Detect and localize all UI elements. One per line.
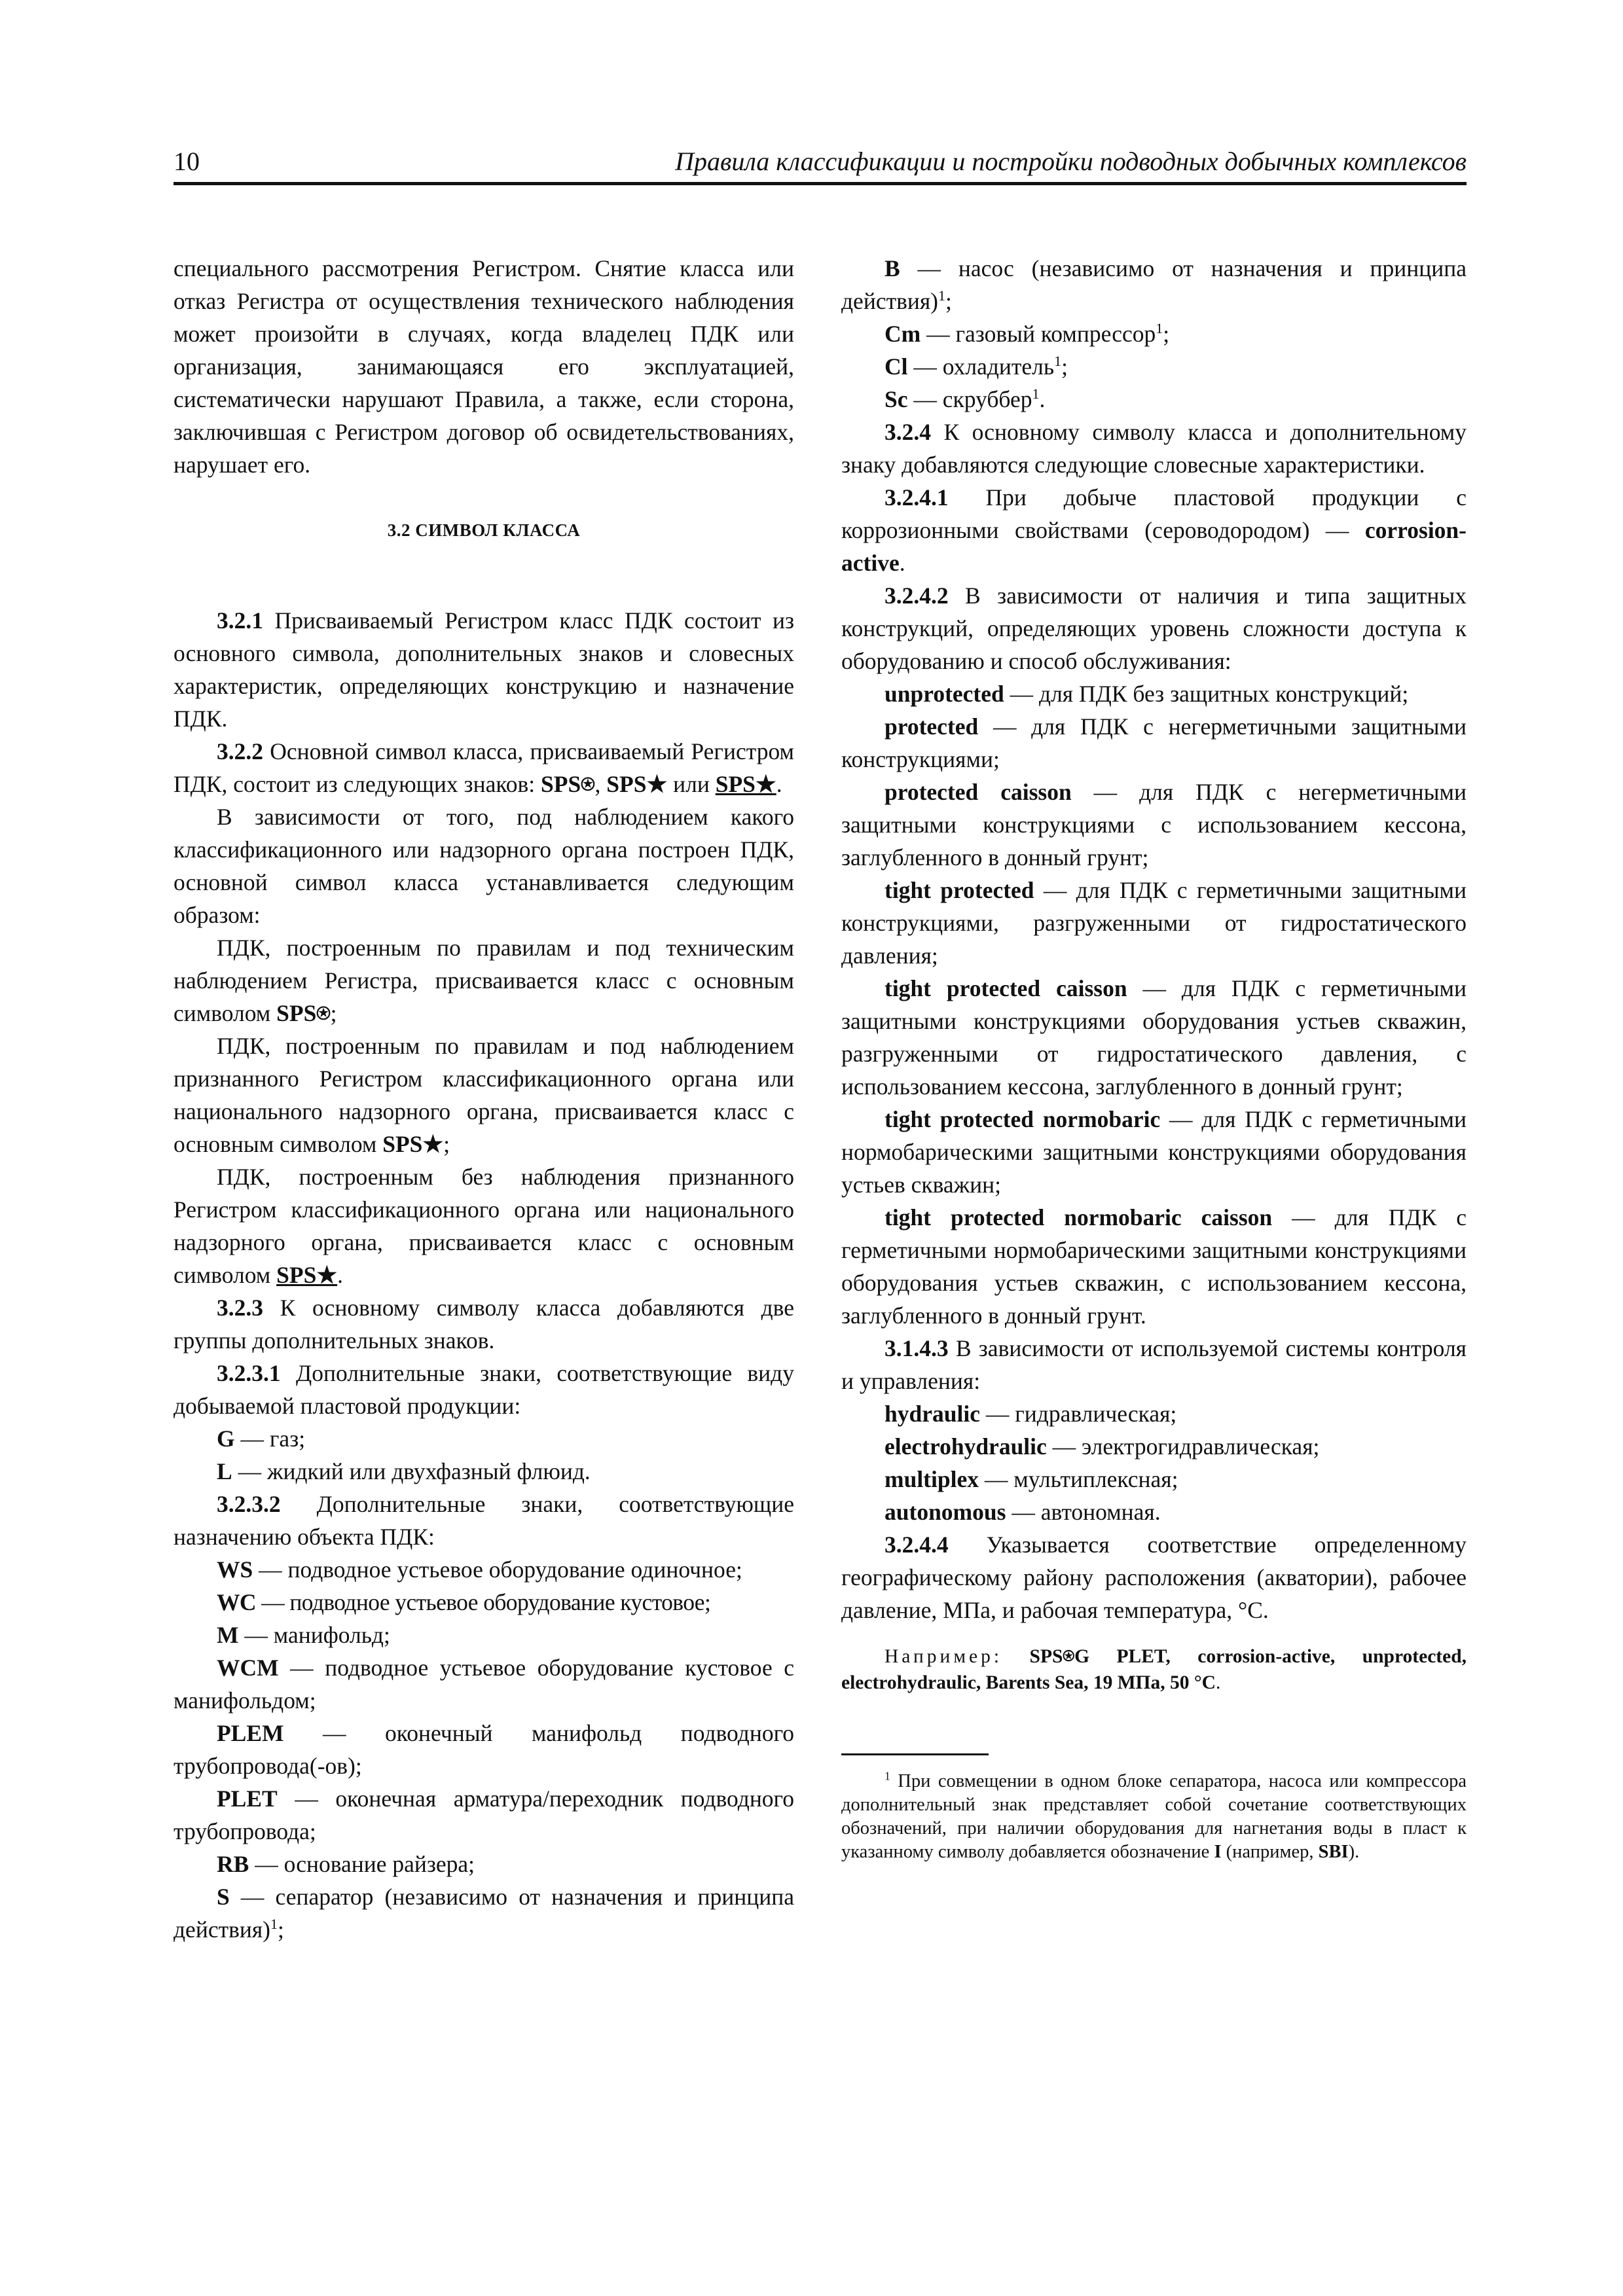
example-block: Например: SPS⍟G PLET, corrosion-active, unprotected, electrohydraulic, Barents Sea, 19 МПа, 50 °C.: [841, 1646, 1467, 1693]
item-plet: PLET — оконечная арматура/переходник подводного трубопровода;: [173, 1785, 794, 1844]
item-electrohydraulic: electrohydraulic — электрогидравлическая;: [884, 1433, 1320, 1460]
code-m: M: [217, 1622, 239, 1648]
section-heading: 3.2 СИМВОЛ КЛАССА: [387, 520, 581, 540]
class-symbol-star: SPS★: [382, 1131, 444, 1157]
item-m: M — манифольд;: [217, 1622, 390, 1648]
term-tight-protected-caisson: tight protected caisson: [884, 975, 1127, 1001]
item-tight-protected-normobaric-caisson: tight protected normobaric caisson — для ПДК с герметичными нормобарическими защитными конструкциями оборудования устьев скважин, с использованием кессона, заглубленного в донный грунт.: [841, 1204, 1467, 1329]
item-wcm: WCM — подводное устьевое оборудование кустовое с манифольдом;: [173, 1655, 794, 1713]
example-label: Например:: [884, 1646, 1003, 1667]
class-symbol-star-underlined: SPS★: [715, 771, 776, 797]
para-3-2-2: 3.2.2 Основной символ класса, присваиваемый Регистром ПДК, состоит из следующих знаков: SPS⍟, SPS★ или SPS★.: [173, 738, 794, 797]
clause-number: 3.1.4.3: [884, 1335, 949, 1361]
item-cm: Cm — газовый компрессор$^1$;: [884, 320, 1170, 347]
clause-number: 3.2.3: [217, 1295, 263, 1321]
item-g: G — газ;: [217, 1426, 306, 1452]
running-title: Правила классификации и постройки подводных добычных комплексов: [675, 147, 1467, 176]
item-protected: protected — для ПДК с негерметичными защитными конструкциями;: [841, 713, 1467, 772]
clause-number: 3.2.3.2: [217, 1491, 281, 1517]
para-3-2-3-2: 3.2.3.2 Дополнительные знаки, соответствующие назначению объекта ПДК:: [173, 1491, 794, 1550]
footnote-ref: 1: [1054, 353, 1062, 370]
term-multiplex: multiplex: [884, 1466, 979, 1492]
clause-number: 3.2.4.2: [884, 583, 949, 609]
code-plem: PLEM: [217, 1720, 284, 1746]
para-3-2-4-1: 3.2.4.1 При добыче пластовой продукции с коррозионными свойствами (сероводородом) — corrosion-active.: [841, 484, 1467, 576]
footnote-rule: [841, 1753, 989, 1755]
clause-number: 3.2.2: [217, 738, 263, 764]
term-hydraulic: hydraulic: [884, 1401, 980, 1427]
item-s: S — сепаратор (независимо от назначения и принципа действия)$^1$;: [173, 1884, 794, 1943]
footnote-ref: 1: [270, 1916, 278, 1933]
page-number: 10: [173, 147, 200, 176]
footnote-ref: 1: [1156, 320, 1163, 337]
code-b: B: [884, 255, 900, 281]
clause-number: 3.2.1: [217, 607, 263, 634]
page-header: [173, 143, 1467, 181]
term-electrohydraulic: electrohydraulic: [884, 1433, 1047, 1460]
code-ws: WS: [217, 1556, 253, 1583]
code-s: S: [217, 1884, 230, 1910]
right-column: [841, 252, 1467, 1864]
footnote-ref: 1: [938, 287, 945, 304]
para-without: ПДК, построенным без наблюдения признанного Регистром классификационного органа или национального надзорного органа, присваивается класс с основным символом SPS★.: [173, 1164, 794, 1288]
footnote: $^1$ При совмещении в одном блоке сепаратора, насоса или компрессора дополнительный знак представляет собой сочетание соответствующих обозначений, при наличии оборудования для нагнетания воды в пласт к указанному символу добавляется обозначение I (например, SBI).: [841, 1769, 1467, 1862]
clause-number: 3.2.3.1: [217, 1360, 281, 1386]
item-tight-protected-normobaric: tight protected normobaric — для ПДК с герметичными нормобарическими защитными конструкциями оборудования устьев скважин;: [841, 1106, 1467, 1198]
code-plet: PLET: [217, 1785, 278, 1812]
class-symbol-circle: SPS⍟: [541, 771, 595, 797]
item-unprotected: unprotected — для ПДК без защитных конструкций;: [884, 681, 1409, 707]
term-corrosion-active: corrosion-active: [841, 517, 1467, 576]
para-3-2-4: 3.2.4 К основному символу класса и дополнительному знаку добавляются следующие словесные характеристики.: [841, 419, 1467, 478]
item-protected-caisson: protected caisson — для ПДК с негерметичными защитными конструкциями с использованием кессона, заглубленного в донный грунт;: [841, 779, 1467, 870]
code-rb: RB: [217, 1851, 249, 1877]
example-notation: SPS⍟G PLET, corrosion-active, unprotected, electrohydraulic, Barents Sea, 19 МПа, 50 °C: [841, 1646, 1467, 1693]
clause-number: 3.2.4.1: [884, 484, 949, 511]
class-symbol-star: SPS★: [606, 771, 668, 797]
item-rb: RB — основание райзера;: [217, 1851, 475, 1877]
code-i: I: [1214, 1842, 1222, 1862]
footnote-number: 1: [884, 1769, 890, 1783]
item-multiplex: multiplex — мультиплексная;: [884, 1466, 1178, 1492]
para-3-2-4-2: 3.2.4.2 В зависимости от наличия и типа защитных конструкций, определяющих уровень сложности доступа к оборудованию и способ обслуживания:: [841, 583, 1467, 674]
code-cl: Cl: [884, 353, 908, 380]
clause-number: 3.2.4.4: [884, 1532, 949, 1558]
class-symbol-circle: SPS⍟: [276, 1000, 331, 1026]
code-sbi: SBI: [1318, 1842, 1349, 1862]
para-recognised: ПДК, построенным по правилам и под наблюдением признанного Регистром классификационного органа или национального надзорного органа, присваивается класс с основным символом SPS★;: [173, 1033, 794, 1157]
item-cl: Cl — охладитель$^1$;: [884, 353, 1068, 380]
item-ws: WS — подводное устьевое оборудование одиночное;: [217, 1556, 742, 1583]
intro-paragraph: специального рассмотрения Регистром. Снятие класса или отказ Регистра от осуществления технического наблюдения может произойти в случаях, когда владелец ПДК или организация, занимающаяся его эксплуатацией, систематически нарушают Правила, а также, если сторона, заключившая с Регистром договор об освидетельствованиях, нарушает его.: [173, 255, 794, 478]
code-wc: WC: [217, 1589, 256, 1615]
item-autonomous: autonomous — автономная.: [884, 1499, 1161, 1525]
para-3-2-3-1: 3.2.3.1 Дополнительные знаки, соответствующие виду добываемой пластовой продукции:: [173, 1360, 794, 1419]
item-wc: WC — подводное устьевое оборудование кустовое;: [217, 1589, 711, 1615]
class-symbol-star-underlined: SPS★: [276, 1262, 338, 1288]
term-protected-caisson: protected caisson: [884, 779, 1072, 805]
para-3-1-4-3: 3.1.4.3 В зависимости от используемой системы контроля и управления:: [841, 1335, 1467, 1394]
code-sc: Sc: [884, 386, 908, 412]
term-autonomous: autonomous: [884, 1499, 1006, 1525]
item-hydraulic: hydraulic — гидравлическая;: [884, 1401, 1177, 1427]
clause-number: 3.2.4: [884, 419, 931, 445]
item-b: B — насос (независимо от назначения и принципа действия)$^1$;: [841, 255, 1467, 314]
code-g: G: [217, 1426, 235, 1452]
footnote-ref: 1: [1032, 386, 1040, 403]
para-3-2-4-4: 3.2.4.4 Указывается соответствие определенному географическому району расположения (акватории), рабочее давление, МПа, и рабочая температура, °C.: [841, 1532, 1467, 1623]
header-rule: [173, 182, 1467, 185]
item-tight-protected: tight protected — для ПДК с герметичными защитными конструкциями, разгруженными от гидростатического давления;: [841, 877, 1467, 969]
para-depend: В зависимости от того, под наблюдением какого классификационного или надзорного органа построен ПДК, основной символ класса устанавливается следующим образом:: [173, 804, 794, 928]
item-l: L — жидкий или двухфазный флюид.: [217, 1458, 591, 1484]
para-3-2-3: 3.2.3 К основному символу класса добавляются две группы дополнительных знаков.: [173, 1295, 794, 1354]
para-register: ПДК, построенным по правилам и под техническим наблюдением Регистра, присваивается класс с основным символом SPS⍟;: [173, 935, 794, 1026]
term-tight-protected-normobaric: tight protected normobaric: [884, 1106, 1161, 1132]
term-unprotected: unprotected: [884, 681, 1004, 707]
item-sc: Sc — скруббер$^1$.: [884, 386, 1046, 412]
term-tight-protected: tight protected: [884, 877, 1034, 903]
term-protected: protected: [884, 713, 979, 740]
left-column: [173, 252, 794, 1946]
term-tight-protected-normobaric-caisson: tight protected normobaric caisson: [884, 1204, 1273, 1230]
code-cm: Cm: [884, 321, 921, 347]
code-l: L: [217, 1458, 232, 1484]
para-3-2-1: 3.2.1 Присваиваемый Регистром класс ПДК состоит из основного символа, дополнительных знаков и словесных характеристик, определяющих конструкцию и назначение ПДК.: [173, 607, 794, 732]
item-tight-protected-caisson: tight protected caisson — для ПДК с герметичными защитными конструкциями оборудования устьев скважин, разгруженными от гидростатического давления, с использованием кессона, заглубленного в донный грунт;: [841, 975, 1467, 1100]
code-wcm: WCM: [217, 1655, 279, 1681]
item-plem: PLEM — оконечный манифольд подводного трубопровода(-ов);: [173, 1720, 794, 1779]
